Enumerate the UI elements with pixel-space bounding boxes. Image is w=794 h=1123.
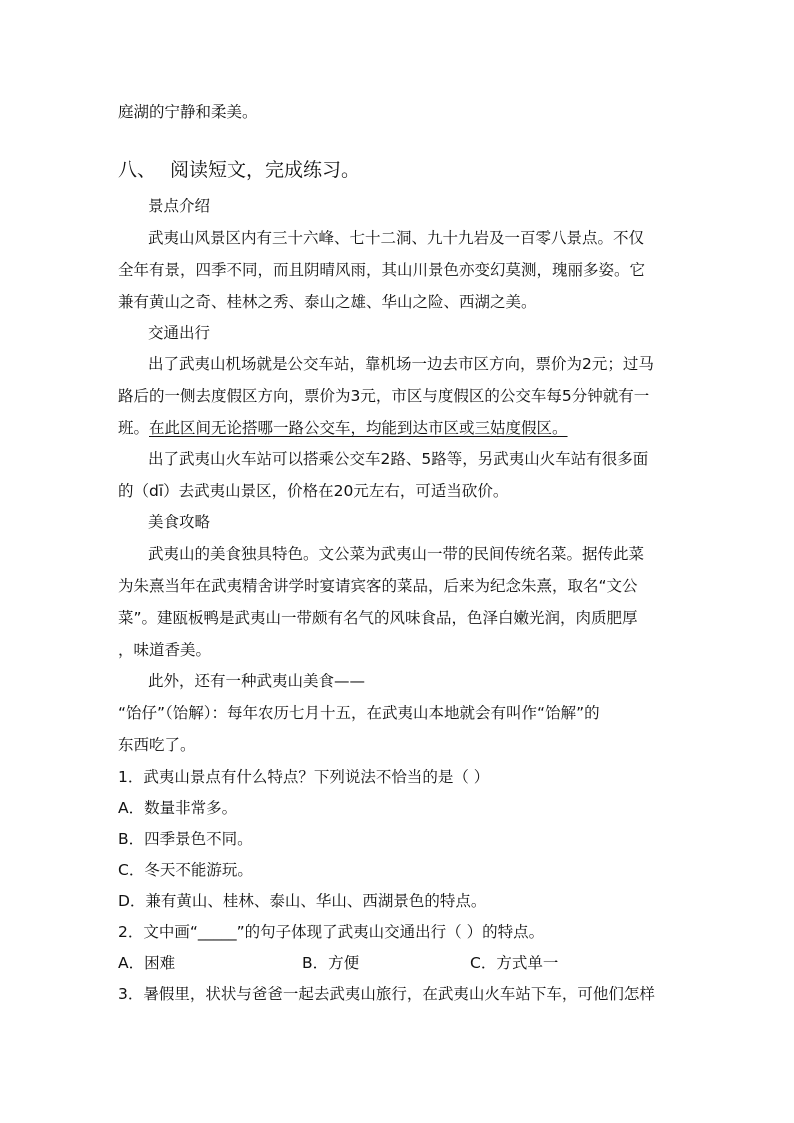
intro-tail-text: 庭湖的宁静和柔美。 — [118, 103, 258, 121]
question-2-stem-pre: 2．文中画“ — [118, 923, 198, 941]
question-2-option-a: A．困难 — [118, 954, 176, 972]
question-2-option-b: B．方便 — [302, 954, 360, 972]
question-2-blank: _____ — [197, 923, 237, 941]
paragraph-line: 全年有景，四季不同，而且阴晴风雨，其山川景色亦变幻莫测，瑰丽多姿。它 — [118, 261, 646, 279]
paragraph-line: 兼有黄山之奇、桂林之秀、泰山之雄、华山之险、西湖之美。 — [118, 293, 537, 311]
question-2-stem — [118, 922, 544, 942]
paragraph-line: 此外，还有一种武夷山美食—— — [148, 672, 366, 690]
paragraph-text: 班。 — [118, 419, 150, 437]
paragraph-line: 东西吃了。 — [118, 736, 196, 754]
question-1-option-b: B．四季景色不同。 — [118, 830, 253, 848]
question-2-option-c: C．方式单一 — [470, 954, 559, 972]
paragraph-line: 的（dī）去武夷山景区，价格在20元左右，可适当砍价。 — [118, 482, 509, 500]
section-title: 阅读短文，完成练习。 — [170, 159, 361, 181]
section-heading — [118, 158, 360, 182]
question-1-option-a: A．数量非常多。 — [118, 799, 238, 817]
paragraph-line: 菜”。建瓯板鸭是武夷山一带颇有名气的风味食品，色泽白嫩光润，肉质肥厚 — [118, 609, 638, 627]
paragraph-line: ，味道香美。 — [118, 641, 212, 659]
question-1-stem: 1．武夷山景点有什么特点？下列说法不恰当的是（ ） — [118, 768, 490, 786]
subheading-transport: 交通出行 — [148, 324, 211, 342]
question-2-stem-post: ”的句子体现了武夷山交通出行（ ）的特点。 — [236, 923, 545, 941]
paragraph-line: 出了武夷山机场就是公交车站，靠机场一边去市区方向，票价为2元；过马 — [148, 355, 654, 373]
question-1-option-d: D．兼有黄山、桂林、泰山、华山、西湖景色的特点。 — [118, 892, 487, 910]
subheading-food: 美食攻略 — [148, 513, 211, 531]
subheading-scenic-intro: 景点介绍 — [148, 197, 211, 215]
underlined-sentence: 在此区间无论搭哪一路公交车，均能到达市区或三姑度假区。 — [149, 419, 568, 437]
paragraph-line: 武夷山风景区内有三十六峰、七十二洞、九十九岩及一百零八景点。不仅 — [148, 229, 645, 247]
paragraph-line — [118, 418, 568, 438]
paragraph-line: 为朱熹当年在武夷精舍讲学时宴请宾客的菜品，后来为纪念朱熹，取名“文公 — [118, 577, 638, 595]
question-1-option-c: C．冬天不能游玩。 — [118, 861, 253, 879]
question-3-stem: 3．暑假里，状状与爸爸一起去武夷山旅行，在武夷山火车站下车，可他们怎样 — [118, 985, 655, 1003]
section-number: 八、 — [118, 159, 157, 181]
paragraph-line: 武夷山的美食独具特色。文公菜为武夷山一带的民间传统名菜。据传此菜 — [148, 545, 645, 563]
paragraph-line: 出了武夷山火车站可以搭乘公交车2路、5路等，另武夷山火车站有很多面 — [148, 450, 649, 468]
paragraph-line: 路后的一侧去度假区方向，票价为3元，市区与度假区的公交车每5分钟就有一 — [118, 387, 650, 405]
paragraph-line: “饴仔”（饴解）：每年农历七月十五，在武夷山本地就会有叫作“饴解”的 — [118, 704, 600, 722]
